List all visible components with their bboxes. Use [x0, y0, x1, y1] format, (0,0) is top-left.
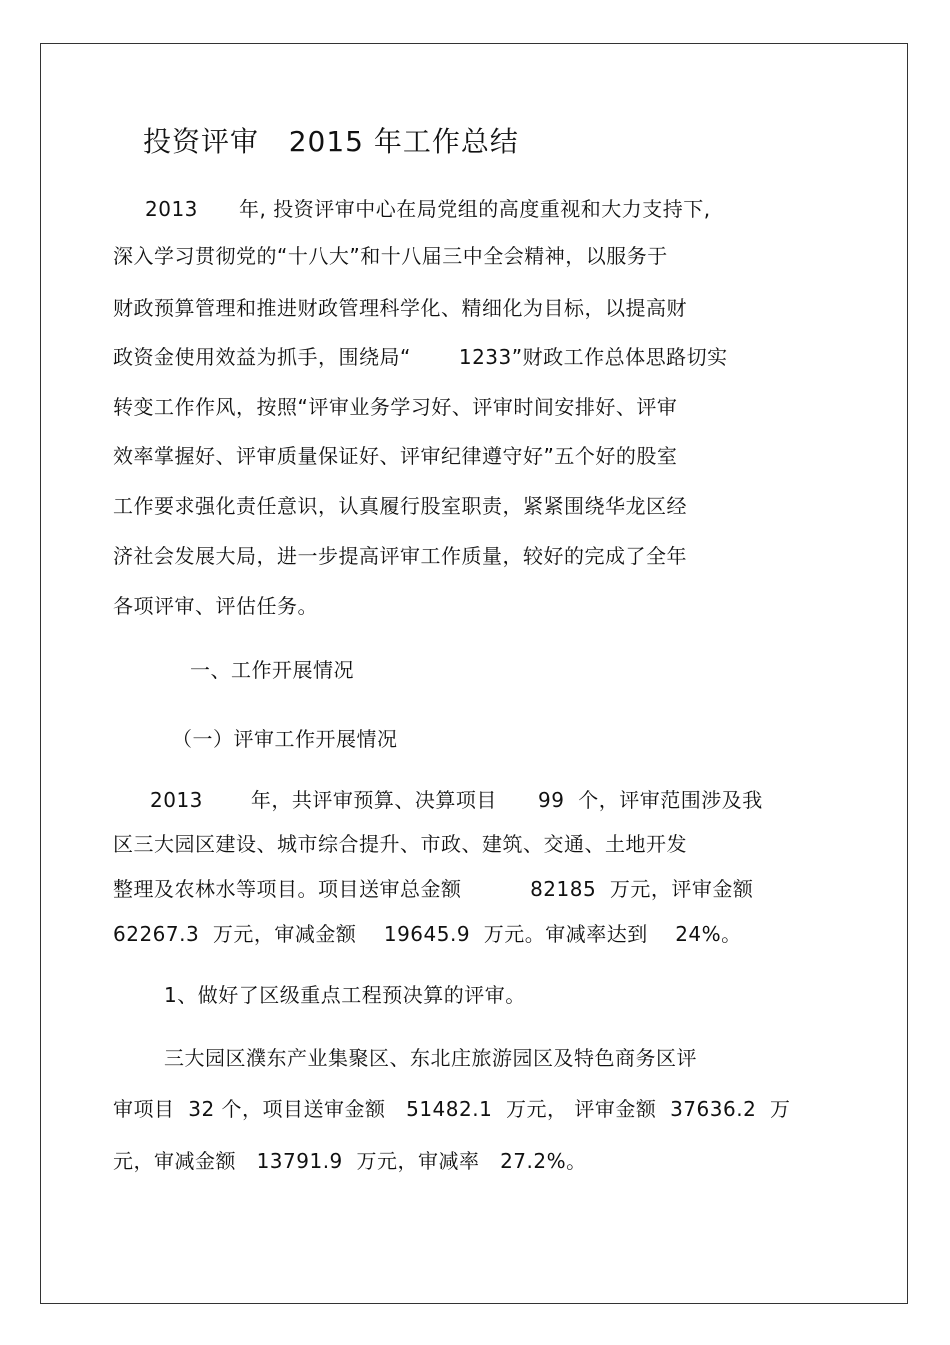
- item1-line-2: 审项目 32 个，项目送审金额 51482.1 万元， 评审金额 37636.2 万: [113, 1097, 791, 1121]
- intro-line-8: 济社会发展大局，进一步提高评审工作质量，较好的完成了全年: [113, 544, 687, 568]
- item1-line-3: 元，审减金额 13791.9 万元，审减率 27.2%。: [113, 1149, 587, 1173]
- document-title: 投资评审 2015 年工作总结: [143, 125, 519, 158]
- intro-line-3: 财政预算管理和推进财政管理科学化、精细化为目标，以提高财: [113, 296, 687, 320]
- intro-line-9: 各项评审、评估任务。: [113, 594, 318, 618]
- summary-line-1: 2013 年，共评审预算、决算项目 99 个，评审范围涉及我: [150, 788, 763, 812]
- section-heading-1: 一、工作开展情况: [190, 658, 354, 682]
- intro-line-4: 政资金使用效益为抓手，围绕局“ 1233”财政工作总体思路切实: [113, 345, 728, 369]
- summary-line-2: 区三大园区建设、城市综合提升、市政、建筑、交通、土地开发: [113, 832, 687, 856]
- intro-line-1: 2013 年, 投资评审中心在局党组的高度重视和大力支持下,: [145, 197, 711, 221]
- item1-line-1: 三大园区濮东产业集聚区、东北庄旅游园区及特色商务区评: [164, 1046, 697, 1070]
- section-heading-2: （一）评审工作开展情况: [172, 727, 398, 751]
- intro-line-7: 工作要求强化责任意识，认真履行股室职责，紧紧围绕华龙区经: [113, 494, 687, 518]
- intro-line-5: 转变工作作风，按照“评审业务学习好、评审时间安排好、评审: [113, 395, 678, 419]
- summary-line-4: 62267.3 万元，审减金额 19645.9 万元。审减率达到 24%。: [113, 922, 742, 946]
- intro-line-6: 效率掌握好、评审质量保证好、评审纪律遵守好”五个好的股室: [113, 444, 678, 468]
- item1-heading: 1、做好了区级重点工程预决算的评审。: [164, 983, 526, 1007]
- intro-line-2: 深入学习贯彻党的“十八大”和十八届三中全会精神，以服务于: [113, 244, 668, 268]
- summary-line-3: 整理及农林水等项目。项目送审总金额 82185 万元，评审金额: [113, 877, 754, 901]
